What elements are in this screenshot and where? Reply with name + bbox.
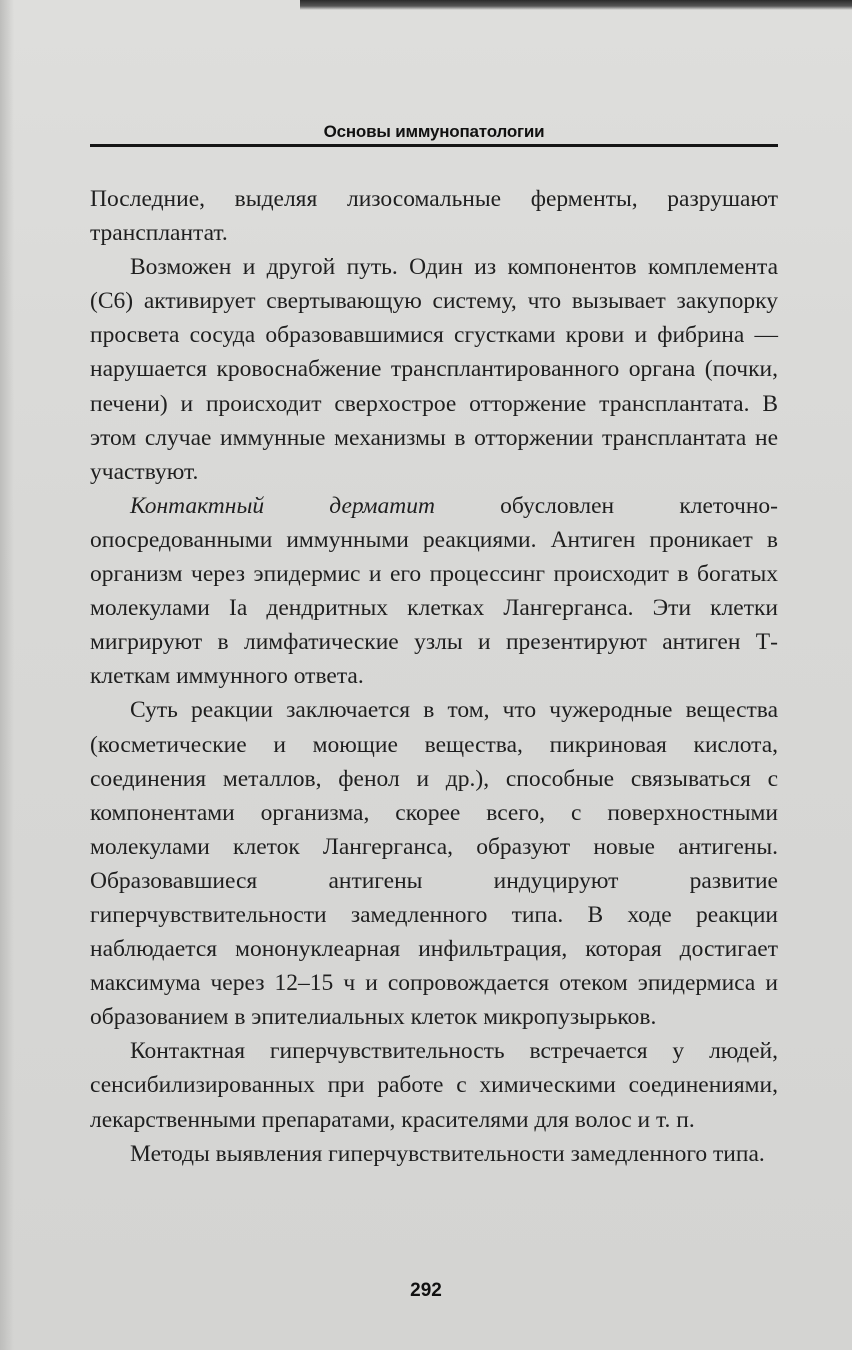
running-head — [90, 118, 778, 148]
paragraph-4: Суть реакции заключается в том, что чужеродные вещества (косметические и моющие вещества, пикриновая кислота, соединения металлов, фенол и др.), способные связываться с компонентами организма, скорее всего, с поверхностными молекулами клеток Лангерганса, образуют новые антигены. Образовавшиеся антигены индуцируют развитие гиперчувствительности замедленного типа. В ходе реакции наблюдается мононуклеарная инфильтрация, которая достигает максимума через 12–15 ч и сопровождается отеком эпидермиса и образованием в эпителиальных клеток микропузырьков. — [90, 697, 778, 1031]
paragraph-1: Последние, выделяя лизосомальные ферменты, разрушают трансплантат. — [90, 186, 778, 247]
paragraph-3-term: Контактный дерматит — [130, 492, 435, 519]
body-text — [90, 182, 778, 1171]
running-head-title: Основы иммунопатологии — [323, 122, 545, 141]
paragraph-5: Контактная гиперчувствительность встречается у людей, сенсибилизированных при работе с химическими соединениями, лекарственными препаратами, красителями для волос и т. п. — [90, 1038, 778, 1133]
paragraph-3-text: обусловлен клеточно-опосредованными иммунными реакциями. Антиген проникает в организм через эпидермис и его процессинг происходит в богатых молекулами Ia дендритных клетках Лангерганса. Эти клетки мигрируют в лимфатические узлы и презентируют антиген Т-клеткам иммунного ответа. — [90, 492, 778, 690]
scan-top-edge — [300, 0, 852, 10]
paragraph-2: Возможен и другой путь. Один из компонентов комплемента (С6) активирует свертывающую систему, что вызывает закупорку просвета сосуда образовавшимися сгустками крови и фибрина — нарушается кровоснабжение трансплантированного органа (почки, печени) и происходит сверхострое отторжение трансплантата. В этом случае иммунные механизмы в отторжении трансплантата не участвуют. — [90, 254, 778, 485]
page-number: 292 — [410, 1280, 442, 1301]
scan-gutter-shadow — [0, 0, 14, 1350]
running-head-rule — [90, 144, 778, 147]
paragraph-3 — [90, 489, 778, 694]
paragraph-6: Методы выявления гиперчувствительности замедленного типа. — [130, 1140, 765, 1167]
